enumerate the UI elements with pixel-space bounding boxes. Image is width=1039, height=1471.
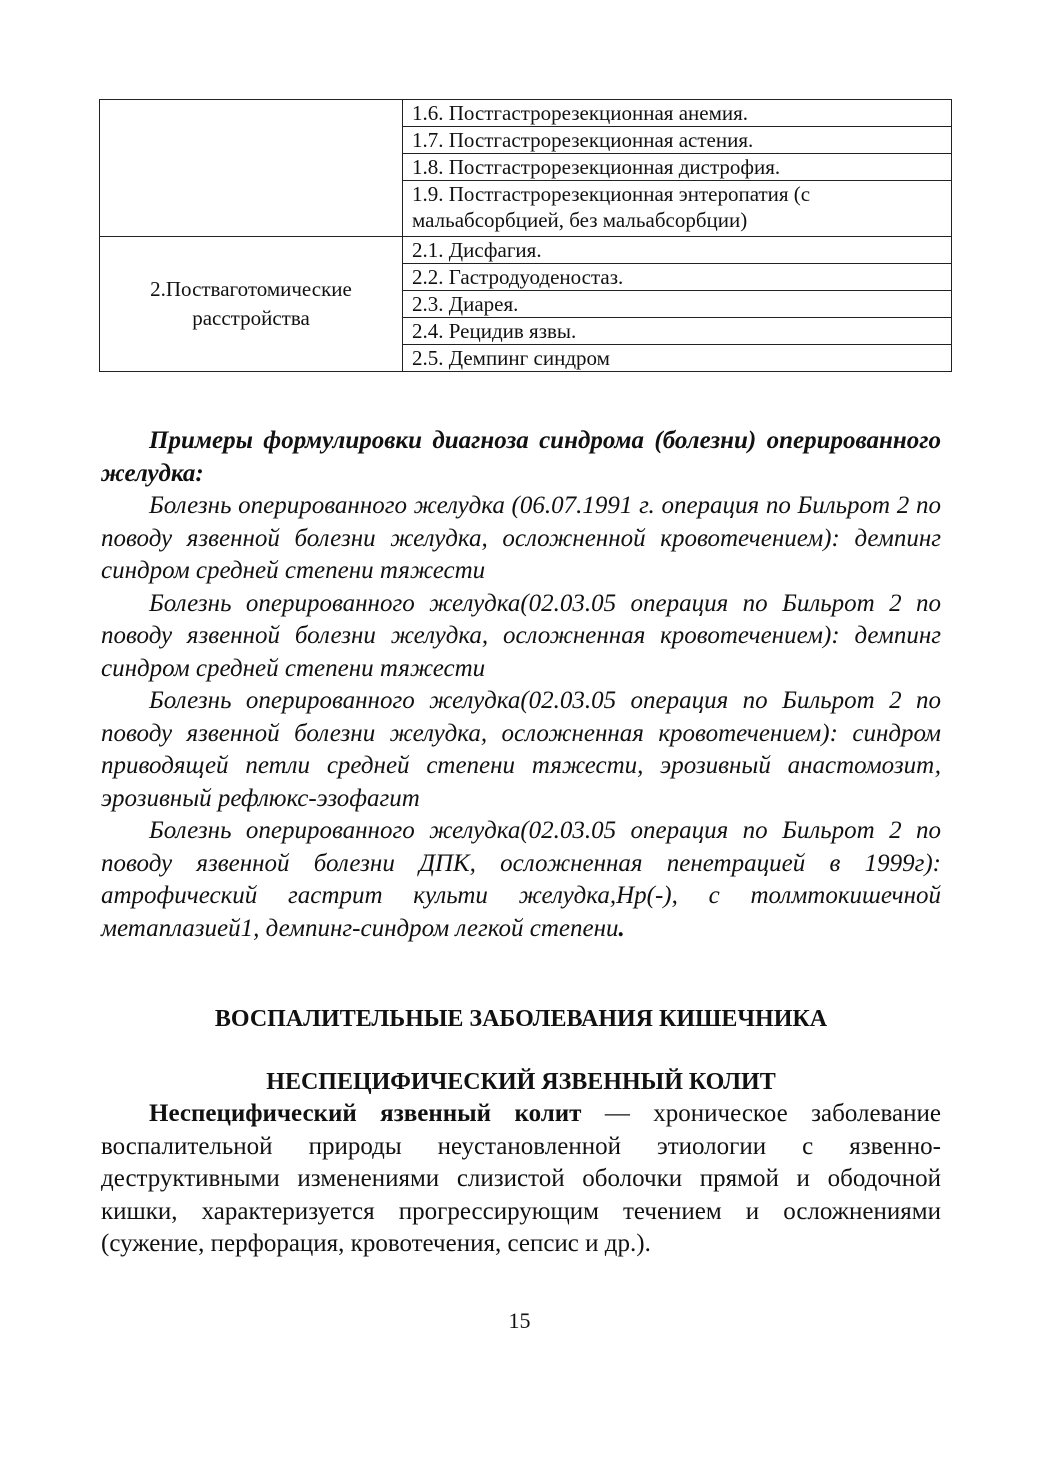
example-paragraph-4 [101, 815, 941, 945]
table-cell-item: 1.9. Постгастрорезекционная энтеропатия (с мальабсорбцией, без мальабсорбции) [403, 181, 952, 237]
table-cell-item: 1.8. Постгастрорезекционная дистрофия. [403, 154, 952, 181]
definition-paragraph [101, 1098, 941, 1261]
group-2-cell [100, 237, 403, 372]
table-cell-item: 2.2. Гастродуоденостаз. [403, 264, 952, 291]
example-paragraph-4-text: Болезнь оперированного желудка(02.03.05 операция по Бильрот 2 по поводу язвенной болезни ДПК, осложненная пенетрацией в 1999г): атрофический гастрит культи желудка,Hp(-), с толмтокишечной метаплазией1, демпинг-синдром легкой степени [101, 817, 941, 942]
table-cell-item: 2.4. Рецидив язвы. [403, 318, 952, 345]
table-cell-item: 2.5. Демпинг синдром [403, 345, 952, 372]
definition-term: Неспецифический язвенный колит [149, 1100, 582, 1127]
subsection-title: НЕСПЕЦИФИЧЕСКИЙ ЯЗВЕННЫЙ КОЛИТ [266, 1069, 776, 1095]
group-1-cell [100, 100, 403, 237]
example-paragraph-2: Болезнь оперированного желудка(02.03.05 операция по Бильрот 2 по поводу язвенной болезни желудка, осложненная кровотечением): демпинг синдром средней степени тяжести [101, 589, 941, 682]
example-paragraph-4-period: . [618, 914, 625, 942]
example-paragraph-3: Болезнь оперированного желудка(02.03.05 операция по Бильрот 2 по поводу язвенной болезни желудка, осложненная кровотечением): синдром приводящей петли средней степени тяжести, эрозивный анастомозит, эрозивный рефлюкс-эзофагит [101, 687, 941, 812]
page-number: 15 [508, 1308, 531, 1333]
group-2-label-line1: 2.Постваготомические [150, 277, 352, 301]
definition-text: — хроническое заболевание воспалительной природы неустановленной этиологии с язвенно-деструктивными изменениями слизистой оболочки прямой и ободочной кишки, характеризуется прогрессирующим течением и осложнениями (сужение, перфорация, кровотечения, сепсис и др.). [101, 1100, 941, 1257]
group-2-label-line2: расстройства [192, 306, 310, 330]
classification-table [99, 99, 952, 372]
table-row [100, 100, 952, 127]
diagnosis-examples [101, 425, 941, 945]
table-row [100, 237, 952, 264]
table-cell-item: 1.6. Постгастрорезекционная анемия. [403, 100, 952, 127]
table-cell-item: 2.1. Дисфагия. [403, 237, 952, 264]
examples-heading: Примеры формулировки диагноза синдрома (болезни) оперированного желудка: [101, 427, 941, 487]
example-paragraph-1: Болезнь оперированного желудка (06.07.1991 г. операция по Бильрот 2 по поводу язвенной болезни желудка, осложненной кровотечением): демпинг синдром средней степени тяжести [101, 492, 941, 584]
table-cell-item: 2.3. Диарея. [403, 291, 952, 318]
table-cell-item: 1.7. Постгастрорезекционная астения. [403, 127, 952, 154]
section-title: ВОСПАЛИТЕЛЬНЫЕ ЗАБОЛЕВАНИЯ КИШЕЧНИКА [214, 1006, 828, 1032]
